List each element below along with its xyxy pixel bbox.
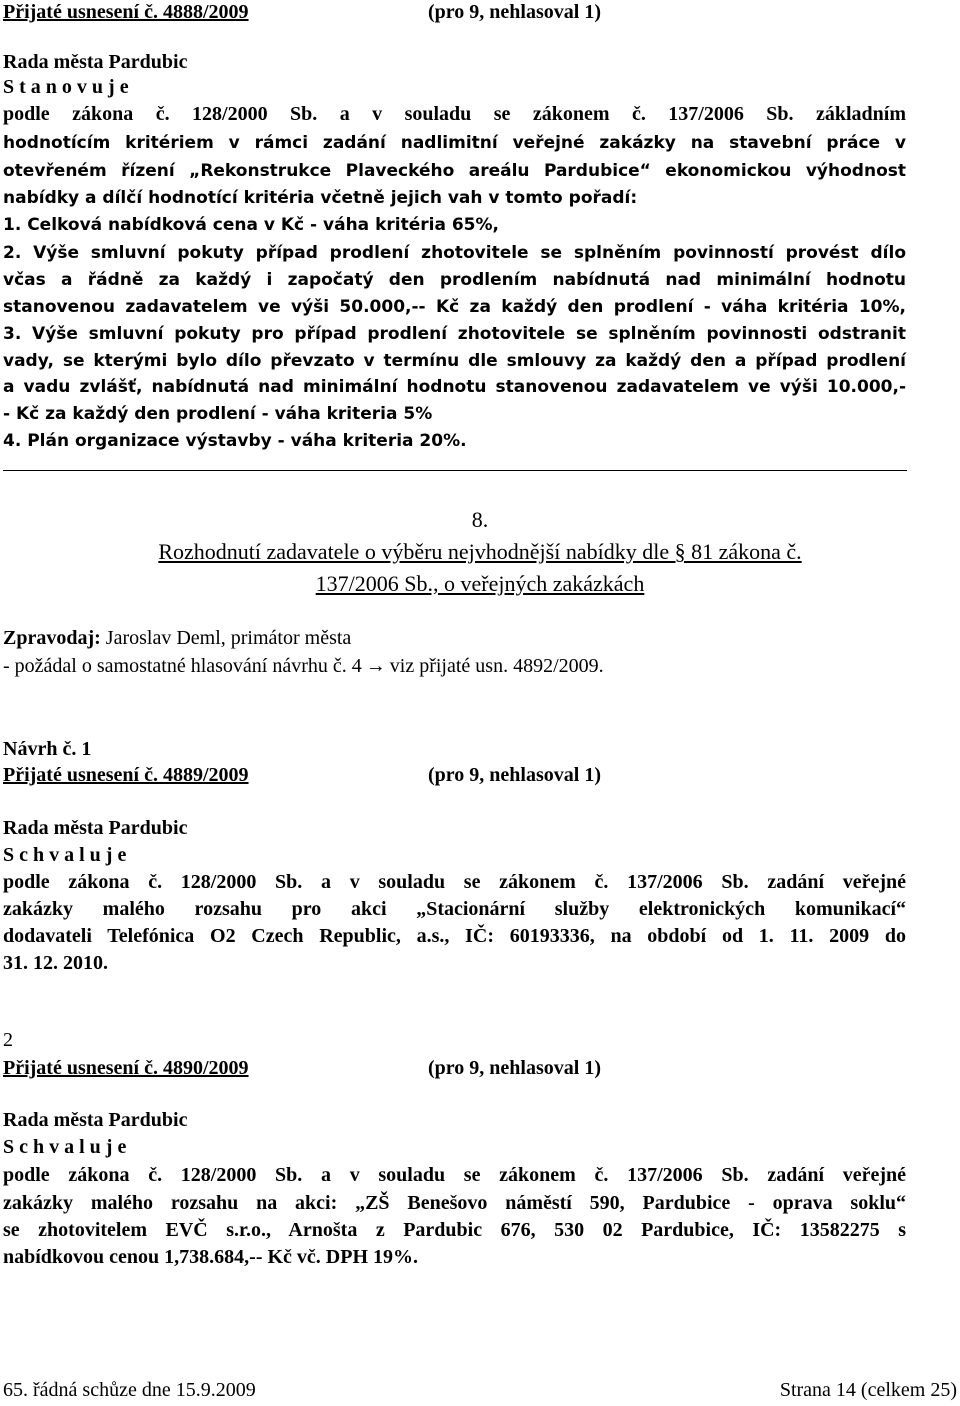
text-line: zakázky malého rozsahu na akci: „ZŠ Benešovo náměstí 590, Pardubice - oprava soklu“: [3, 1192, 906, 1214]
council-name: Rada města Pardubic: [3, 51, 188, 73]
section-title-line2: 137/2006 Sb., o veřejných zakázkách: [315, 571, 645, 596]
proposal-label: 2: [3, 1029, 13, 1051]
council-name: Rada města Pardubic: [3, 1109, 188, 1131]
proposal-label: Návrh č. 1: [3, 738, 92, 760]
text-line: vady, se kterými bylo dílo převzato v termínu dle smlouvy za každý den a případ prodlení: [3, 351, 906, 371]
reporter-value: Jaroslav Deml, primátor města: [105, 627, 352, 649]
vote-result: (pro 9, nehlasoval 1): [428, 1, 601, 23]
vote-result: (pro 9, nehlasoval 1): [428, 764, 601, 786]
text-line: - Kč za každý den prodlení - váha kriteria 5%: [3, 404, 433, 424]
text-line: podle zákona č. 128/2000 Sb. a v souladu se zákonem č. 137/2006 Sb. základním: [3, 103, 906, 125]
text-line: 31. 12. 2010.: [3, 952, 108, 974]
footer-page-number: Strana 14 (celkem 25): [779, 1379, 957, 1401]
footer-meeting: 65. řádná schůze dne 15.9.2009: [3, 1379, 256, 1401]
text-line: a vadu zvlášť, nabídnutá nad minimální hodnotu stanovenou zadavatelem ve výši 10.000,-: [3, 377, 906, 397]
resolution-header-4889: [3, 762, 601, 788]
vote-result: (pro 9, nehlasoval 1): [428, 1057, 601, 1079]
section-title-line1: Rozhodnutí zadavatele o výběru nejvhodnější nabídky dle § 81 zákona č.: [158, 539, 802, 564]
reporter-label: Zpravodaj:: [3, 627, 101, 649]
arrow-right-icon: →: [365, 655, 386, 677]
resolution-verb: S c h v a l u j e: [3, 844, 127, 866]
resolution-number: Přijaté usnesení č. 4889/2009: [3, 764, 249, 786]
criterion-2: 2. Výše smluvní pokuty případ prodlení zhotovitele se splněním povinností provést dílo: [3, 243, 906, 263]
council-name: Rada města Pardubic: [3, 817, 188, 839]
reporter-note: [3, 653, 604, 679]
criterion-1: 1. Celková nabídková cena v Kč - váha kritéria 65%,: [3, 215, 499, 235]
resolution-verb: S c h v a l u j e: [3, 1136, 127, 1158]
resolution-header-4888: [3, 0, 601, 25]
section-number: 8.: [471, 507, 489, 532]
text-line: stanovenou zadavatelem ve výši 50.000,-- Kč za každý den prodlení - váha kritéria 10%,: [3, 297, 906, 317]
text-line: včas a řádně za každý i započatý den prodlením nabídnutá nad minimální hodnotu: [3, 270, 906, 290]
text-line: podle zákona č. 128/2000 Sb. a v souladu se zákonem č. 137/2006 Sb. zadání veřejné: [3, 871, 906, 893]
resolution-verb: S t a n o v u j e: [3, 76, 129, 98]
text-line: otevřeném řízení „Rekonstrukce Plaveckého areálu Pardubice“ ekonomickou výhodnost: [3, 161, 906, 181]
reporter: [3, 625, 351, 651]
resolution-number: Přijaté usnesení č. 4888/2009: [3, 1, 249, 23]
text-line: nabídky a dílčí hodnotící kritéria včetně jejich vah v tomto pořadí:: [3, 188, 638, 208]
section-divider: [3, 470, 907, 471]
resolution-header-4890: [3, 1055, 601, 1081]
text-line: hodnotícím kritériem v rámci zadání nadlimitní veřejné zakázky na stavební práce v: [3, 133, 906, 153]
text-line: nabídkovou cenou 1,738.684,-- Kč vč. DPH 19%.: [3, 1246, 419, 1268]
criterion-4: 4. Plán organizace výstavby - váha kriteria 20%.: [3, 431, 467, 451]
text-line: se zhotovitelem EVČ s.r.o., Arnošta z Pardubic 676, 530 02 Pardubice, IČ: 13582275 s: [3, 1219, 906, 1241]
note-reference: viz přijaté usn. 4892/2009.: [389, 655, 604, 677]
text-line: zakázky malého rozsahu pro akci „Stacionární služby elektronických komunikací“: [3, 898, 906, 920]
criterion-3: 3. Výše smluvní pokuty pro případ prodlení zhotovitele se splněním povinnosti odstranit: [3, 324, 906, 344]
text-line: podle zákona č. 128/2000 Sb. a v souladu se zákonem č. 137/2006 Sb. zadání veřejné: [3, 1164, 906, 1186]
note-text: - požádal o samostatné hlasování návrhu č. 4: [3, 655, 362, 677]
resolution-number: Přijaté usnesení č. 4890/2009: [3, 1057, 249, 1079]
text-line: dodavateli Telefónica O2 Czech Republic, a.s., IČ: 60193336, na období od 1. 11. 2009 do: [3, 925, 906, 947]
